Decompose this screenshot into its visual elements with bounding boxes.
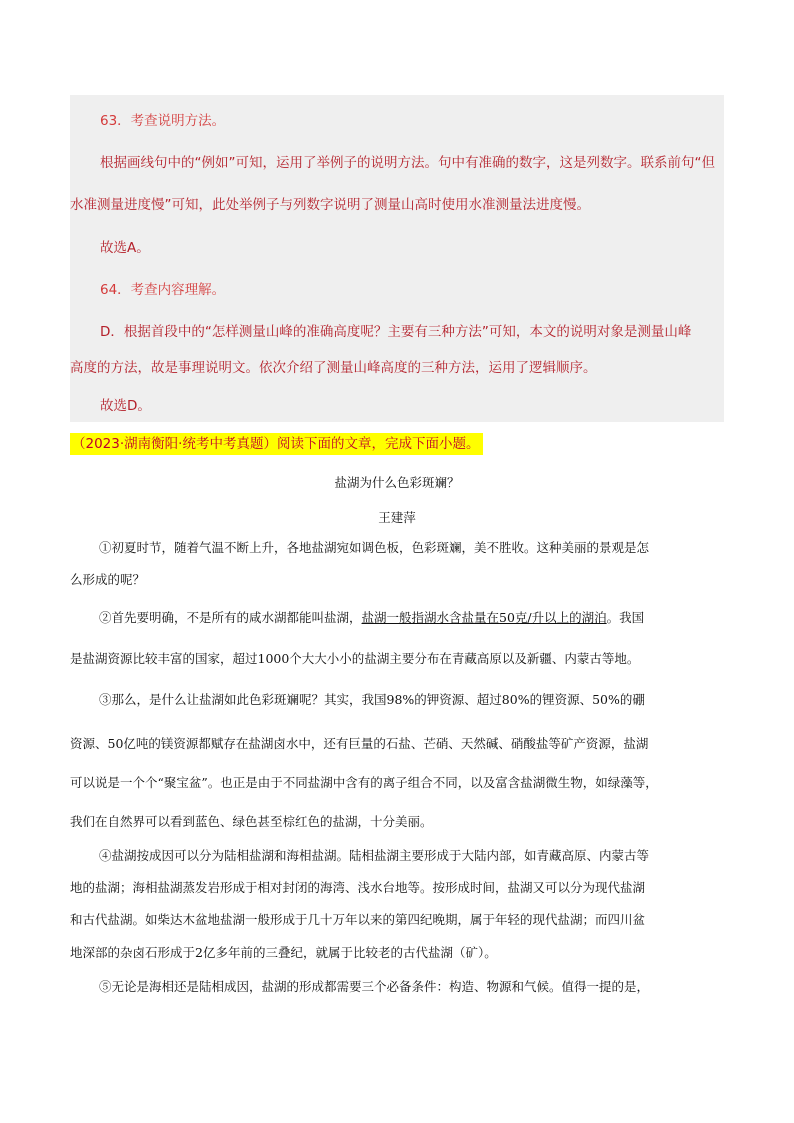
- q64-answer: 故选D。: [100, 398, 151, 414]
- q63-explanation-line-2: 水准测量进度慢”可知，此处举例子与列数字说明了测量山高时使用水准测量法进度慢。: [70, 197, 590, 213]
- paragraph-4-line-2: 地的盐湖；海相盐湖蒸发岩形成于相对封闭的海湾、浅水台地等。按形成时间，盐湖又可以分为现代盐湖: [70, 880, 646, 895]
- underlined-definition: 盐湖一般指湖水含盐量在50克/升以上的湖泊: [361, 610, 607, 625]
- paragraph-4-line-4: 地深部的杂卤石形成于2亿多年前的三叠纪，就属于比较老的古代盐湖（矿）。: [70, 945, 497, 960]
- q64-explanation-line-1: D．根据首段中的“怎样测量山峰的准确高度呢？主要有三种方法”可知，本文的说明对象是测量山峰: [100, 324, 692, 340]
- paragraph-2-line-1: ②首先要明确，不是所有的咸水湖都能叫盐湖，盐湖一般指湖水含盐量在50克/升以上的湖泊。我国: [99, 610, 645, 625]
- paragraph-3-line-1: ③那么，是什么让盐湖如此色彩斑斓呢？其实，我国98%的钾资源、超过80%的锂资源、50%的硼: [99, 692, 645, 707]
- paragraph-4-line-1: ④盐湖按成因可以分为陆相盐湖和海相盐湖。陆相盐湖主要形成于大陆内部，如青藏高原、内蒙古等: [99, 848, 650, 863]
- paragraph-4-line-3: 和古代盐湖。如柴达木盆地盐湖一般形成于几十万年以来的第四纪晚期，属于年轻的现代盐湖；而四川盆: [70, 912, 646, 927]
- source-highlight-label: （2023·湖南衡阳·统考中考真题）阅读下面的文章，完成下面小题。: [70, 433, 483, 455]
- paragraph-1-line-2: 么形成的呢？: [70, 572, 146, 587]
- q64-explanation-line-2: 高度的方法，故是事理说明文。依次介绍了测量山峰高度的三种方法，运用了逻辑顺序。: [70, 360, 597, 376]
- paragraph-2-line-2: 是盐湖资源比较丰富的国家，超过1000个大大小小的盐湖主要分布在青藏高原以及新疆、内蒙古等地。: [70, 651, 640, 666]
- q63-explanation-line-1: 根据画线句中的“例如”可知，运用了举例子的说明方法。句中有准确的数字，这是列数字。联系前句“但: [100, 155, 715, 171]
- q63-heading: 63．考查说明方法。: [100, 113, 226, 129]
- q64-heading: 64．考查内容理解。: [100, 282, 226, 298]
- paragraph-3-line-2: 资源、50亿吨的镁资源都赋存在盐湖卤水中，还有巨量的石盐、芒硝、天然碱、硝酸盐等矿产资源，盐湖: [70, 736, 649, 751]
- paragraph-3-line-4: 我们在自然界可以看到蓝色、绿色甚至棕红色的盐湖，十分美丽。: [70, 814, 433, 829]
- paragraph-3-line-3: 可以说是一个个“聚宝盆”。也正是由于不同盐湖中含有的离子组合不同，以及富含盐湖微生物，如绿藻等，: [70, 775, 658, 790]
- article-author: 王建萍: [378, 510, 416, 525]
- article-title: 盐湖为什么色彩斑斓？: [334, 475, 460, 490]
- paragraph-1-line-1: ①初夏时节，随着气温不断上升，各地盐湖宛如调色板，色彩斑斓，美不胜收。这种美丽的景观是怎: [99, 540, 650, 555]
- q63-answer: 故选A。: [100, 240, 150, 256]
- paragraph-5-line-1: ⑤无论是海相还是陆相成因，盐湖的形成都需要三个必备条件：构造、物源和气候。值得一提的是，: [99, 979, 650, 994]
